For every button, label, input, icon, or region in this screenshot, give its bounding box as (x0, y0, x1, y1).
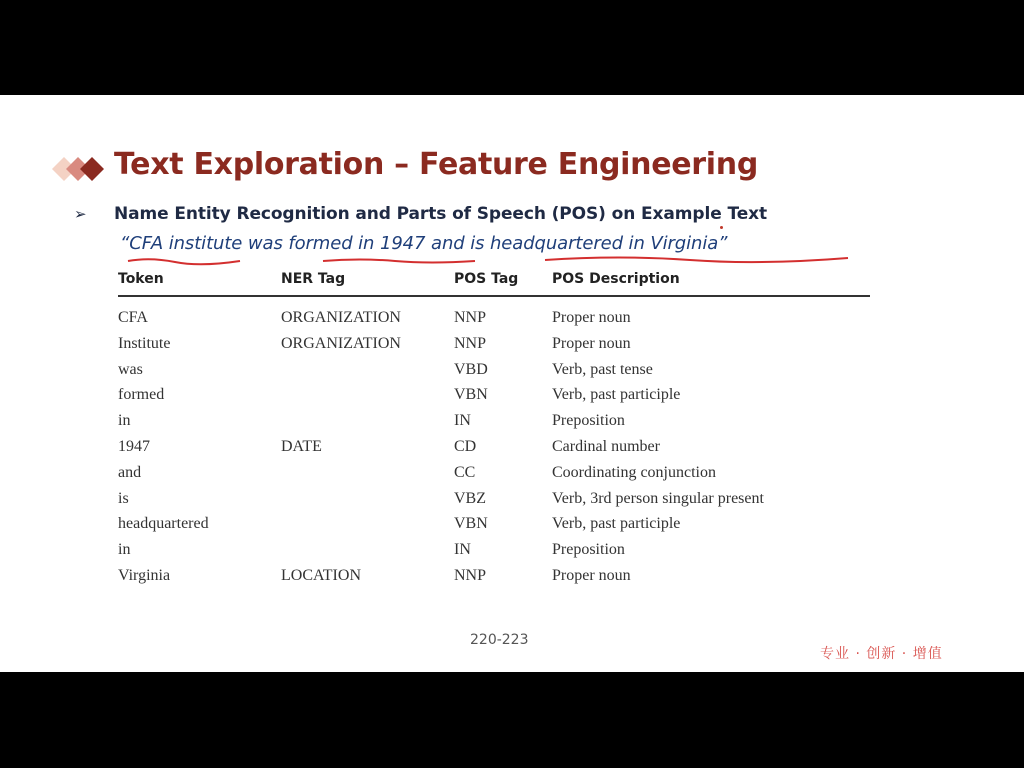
diamond-logo-icon (34, 150, 106, 188)
table-row (118, 512, 870, 538)
table-row (118, 408, 870, 434)
page-number: 220-223 (470, 632, 529, 648)
pos-description-cell: Proper noun (552, 309, 631, 326)
ner-cell: ORGANIZATION (281, 334, 401, 352)
table-row (118, 460, 870, 486)
pos-description-cell: Verb, past participle (552, 515, 681, 533)
pos-cell: VBD (454, 360, 488, 378)
letterbox-top (0, 0, 1024, 95)
pos-description-cell: Coordinating conjunction (552, 463, 716, 481)
ner-cell: LOCATION (281, 567, 361, 585)
token-cell: CFA (118, 309, 148, 326)
table-row (118, 357, 870, 383)
ner-cell (281, 383, 454, 409)
table-row (118, 331, 870, 357)
table-header-row (118, 267, 870, 296)
table-row (118, 563, 870, 589)
pos-cell: VBN (454, 515, 488, 533)
table-row (118, 383, 870, 409)
pos-cell: IN (454, 412, 471, 430)
pos-cell: CC (454, 463, 476, 481)
pos-cell: VBN (454, 386, 488, 404)
pos-description-cell: Verb, past tense (552, 360, 653, 378)
footer-slogan: 专业 · 创新 · 增值 (820, 646, 943, 662)
header-pos-description: POS Description (552, 267, 870, 296)
ner-cell (281, 408, 454, 434)
table-row (118, 434, 870, 460)
token-cell: and (118, 463, 142, 481)
pos-description-cell: Proper noun (552, 567, 631, 585)
pos-cell: NNP (454, 309, 487, 326)
pos-cell: NNP (454, 567, 487, 585)
underline-cfa-institute (128, 259, 240, 264)
token-cell: Virginia (118, 567, 171, 585)
token-cell: 1947 (118, 438, 150, 456)
example-sentence: “CFA institute was formed in 1947 and is headquartered in Virginia” (120, 233, 728, 254)
bullet-text: Name Entity Recognition and Parts of Speech (POS) on Example Text (114, 204, 768, 224)
pos-description-cell: Proper noun (552, 334, 631, 352)
slide-title: Text Exploration – Feature Engineering (114, 147, 759, 182)
pos-description-cell: Preposition (552, 412, 625, 430)
bullet-item (74, 201, 767, 227)
underline-headquartered-virginia (545, 258, 848, 263)
token-cell: in (118, 541, 131, 559)
underline-formed-1947 (323, 260, 475, 263)
token-cell: formed (118, 386, 165, 404)
ner-cell (281, 357, 454, 383)
ner-cell: ORGANIZATION (281, 309, 401, 326)
ner-cell (281, 537, 454, 563)
pos-cell: VBZ (454, 489, 486, 507)
pos-description-cell: Cardinal number (552, 438, 660, 456)
token-cell: Institute (118, 334, 171, 352)
ner-cell (281, 460, 454, 486)
token-cell: in (118, 412, 131, 430)
pos-cell: IN (454, 541, 471, 559)
pos-description-cell: Verb, past participle (552, 386, 681, 404)
header-ner-tag: NER Tag (281, 267, 454, 296)
ner-cell (281, 512, 454, 538)
token-cell: is (118, 489, 129, 507)
annotation-dot (720, 226, 723, 229)
token-cell: headquartered (118, 515, 209, 533)
header-pos-tag: POS Tag (454, 267, 552, 296)
table-row (118, 537, 870, 563)
pos-cell: CD (454, 438, 477, 456)
table-row (118, 296, 870, 331)
pos-cell: NNP (454, 334, 487, 352)
header-token: Token (118, 267, 281, 296)
arrow-bullet-icon: ➢ (74, 205, 87, 223)
pos-description-cell: Preposition (552, 541, 625, 559)
letterbox-bottom (0, 672, 1024, 768)
table-row (118, 486, 870, 512)
token-cell: was (118, 360, 143, 378)
ner-cell (281, 486, 454, 512)
ner-cell: DATE (281, 438, 322, 456)
ner-pos-table (118, 267, 870, 589)
slide (0, 95, 1024, 672)
pos-description-cell: Verb, 3rd person singular present (552, 489, 764, 507)
